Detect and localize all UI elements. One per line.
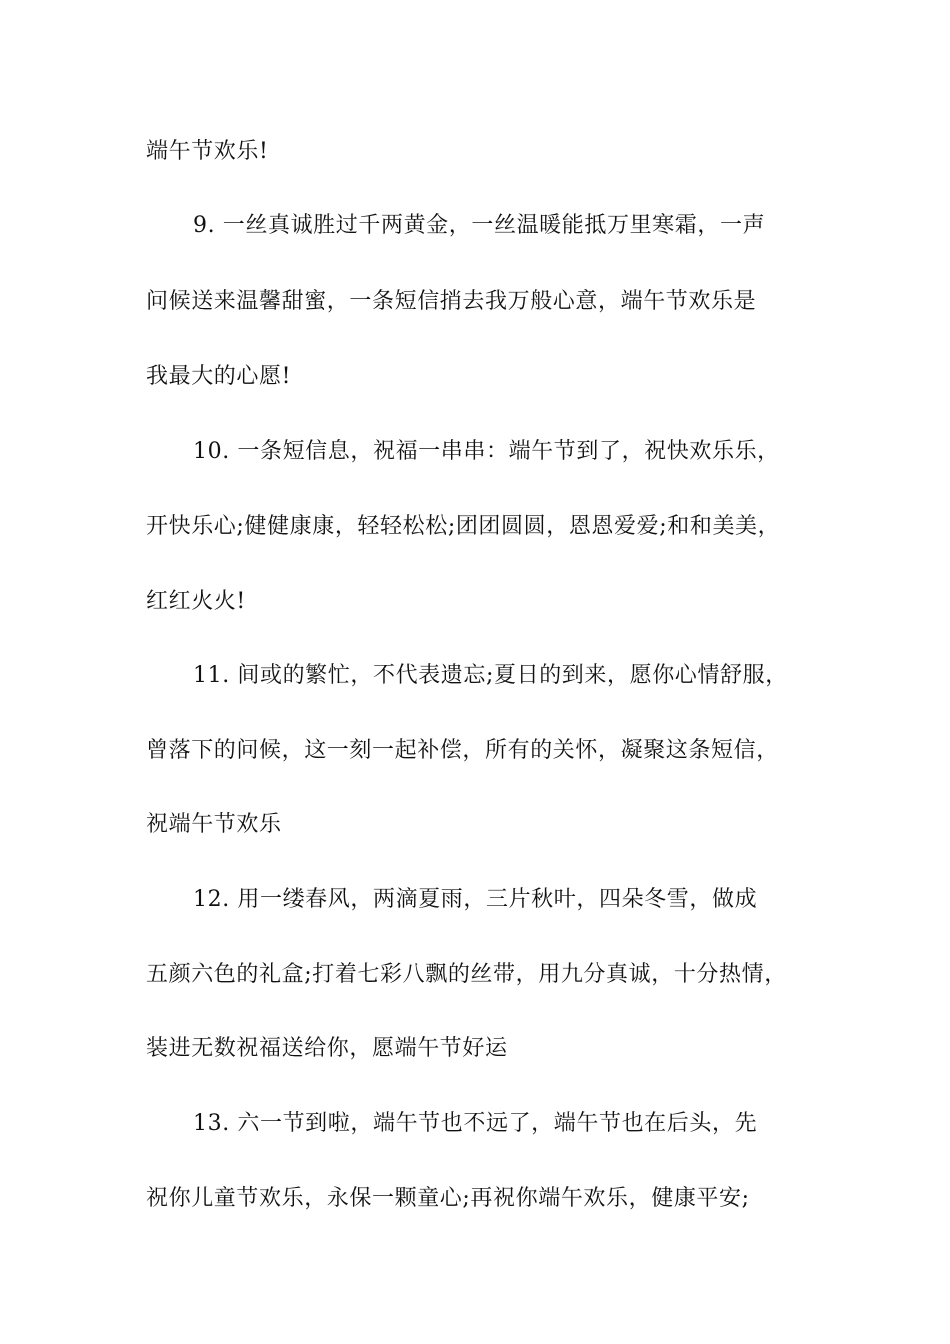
paragraph-12-line-3: 装进无数祝福送给你，愿端午节好运 <box>146 1036 508 1061</box>
text-line: 端午节欢乐! <box>146 139 269 164</box>
paragraph-10-line-1: 10. 一条短信息，祝福一串串：端午节到了，祝快欢乐乐， <box>193 439 780 464</box>
paragraph-10-line-2: 开快乐心;健健康康，轻轻松松;团团圆圆，恩恩爱爱;和和美美， <box>146 514 781 539</box>
paragraph-10-line-3: 红红火火! <box>146 589 246 614</box>
paragraph-9-line-3: 我最大的心愿! <box>146 364 292 389</box>
paragraph-13-line-1: 13. 六一节到啦，端午节也不远了，端午节也在后头，先 <box>193 1111 758 1136</box>
paragraph-9-line-1: 9. 一丝真诚胜过千两黄金，一丝温暖能抵万里寒霜，一声 <box>193 213 766 238</box>
paragraph-11-line-1: 11. 间或的繁忙，不代表遗忘;夏日的到来，愿你心情舒服， <box>193 663 788 688</box>
paragraph-13-line-2: 祝你儿童节欢乐，永保一颗童心;再祝你端午欢乐，健康平安; <box>146 1186 750 1211</box>
paragraph-12-line-2: 五颜六色的礼盒;打着七彩八飘的丝带，用九分真诚，十分热情， <box>146 962 787 987</box>
paragraph-9-line-2: 问候送来温馨甜蜜，一条短信捎去我万般心意，端午节欢乐是 <box>146 289 757 314</box>
paragraph-11-line-3: 祝端午节欢乐 <box>146 812 282 837</box>
paragraph-12-line-1: 12. 用一缕春风，两滴夏雨，三片秋叶，四朵冬雪，做成 <box>193 887 758 912</box>
paragraph-11-line-2: 曾落下的问候，这一刻一起补偿，所有的关怀，凝聚这条短信， <box>146 738 779 763</box>
